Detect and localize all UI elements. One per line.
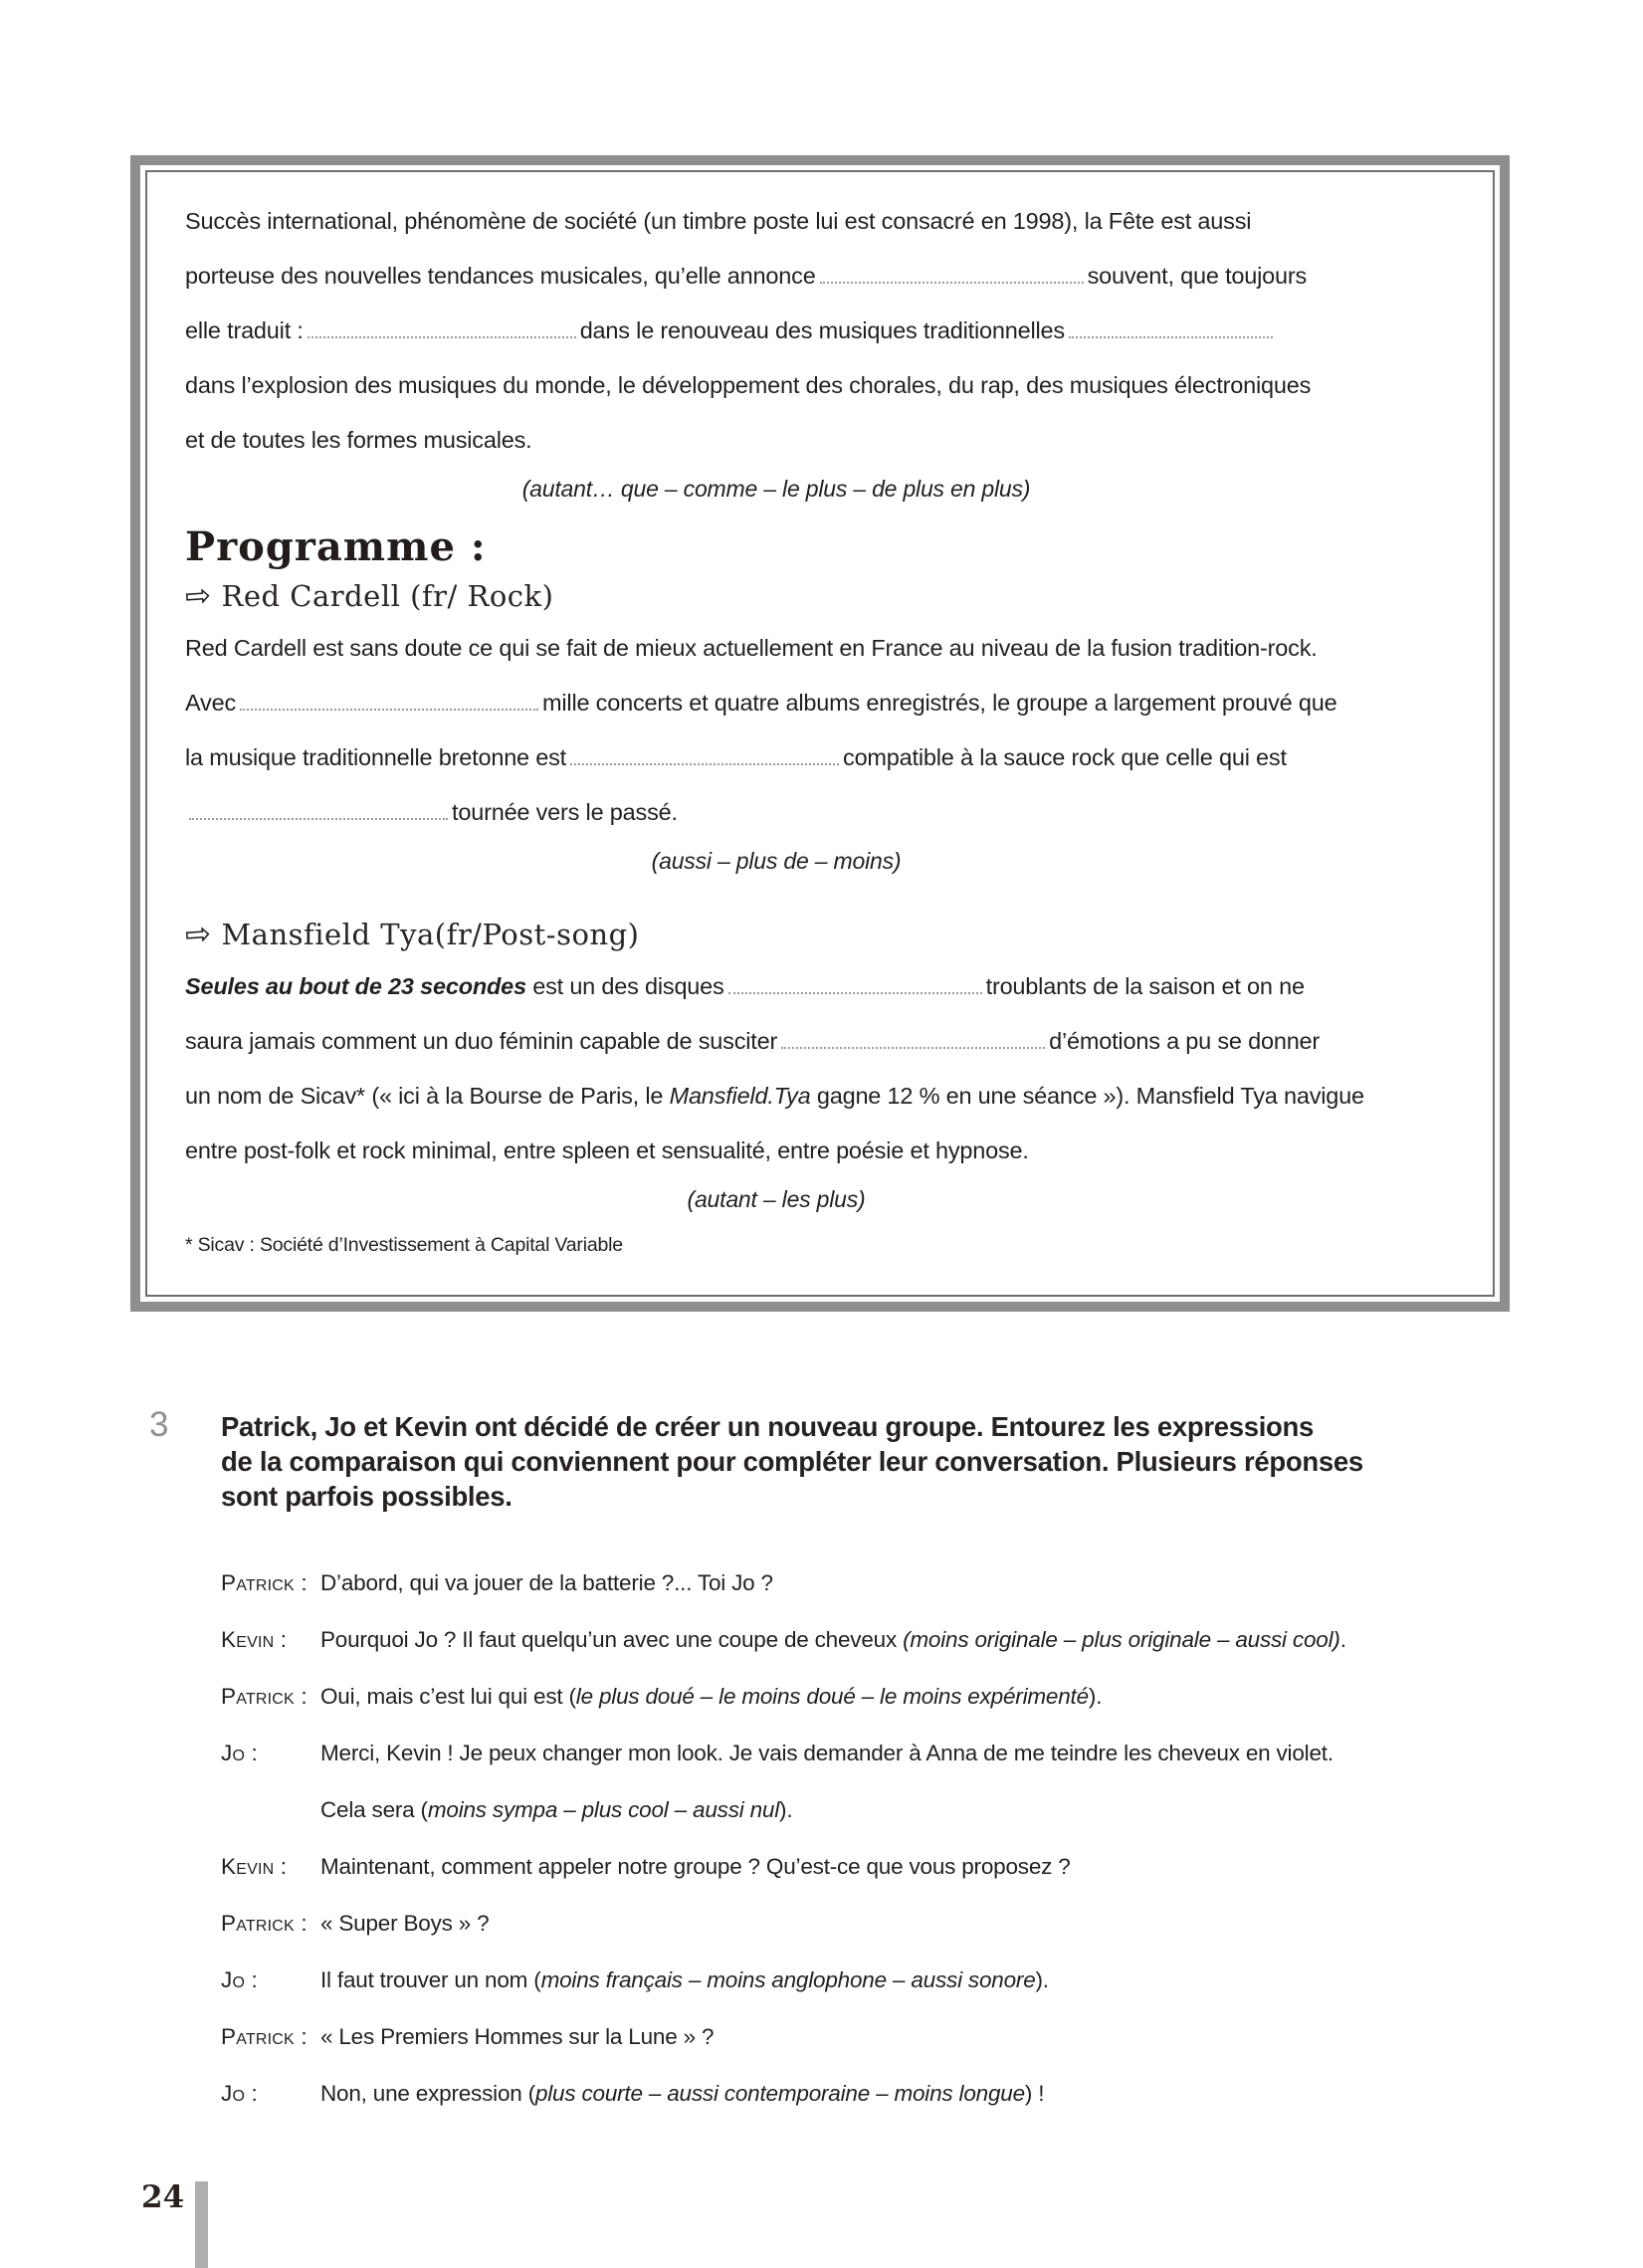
section-line bbox=[185, 1124, 1457, 1178]
instruction-line: sont parfois possibles. bbox=[221, 1481, 513, 1512]
dialogue-speaker: Patrick : bbox=[221, 1684, 308, 1709]
instruction-line: Patrick, Jo et Kevin ont décidé de créer un nouveau groupe. Entourez les expressions bbox=[221, 1411, 1315, 1442]
section-line bbox=[185, 1069, 1457, 1124]
footer-bar bbox=[195, 2181, 208, 2268]
intro-line bbox=[185, 413, 1457, 468]
dialogue-speaker: Patrick : bbox=[221, 2024, 308, 2049]
section-title bbox=[185, 571, 1457, 621]
section-title-text: Red Cardell (fr/ Rock) bbox=[221, 579, 554, 613]
text-segment: souvent, que toujours bbox=[1087, 263, 1308, 289]
exercise-instruction bbox=[221, 1409, 1515, 1514]
fill-in-blank bbox=[189, 804, 448, 820]
dialogue-speaker: Patrick : bbox=[221, 1911, 308, 1936]
worksheet-frame-inner bbox=[145, 170, 1495, 1297]
text-segment: moins sympa – plus cool – aussi nul bbox=[427, 1797, 780, 1822]
intro-line bbox=[185, 304, 1457, 358]
dialogue-utterance bbox=[320, 1952, 1049, 2008]
section-line bbox=[185, 621, 1457, 676]
dialogue-row bbox=[221, 1895, 1574, 1952]
text-segment: Il faut trouver un nom ( bbox=[320, 1967, 541, 1992]
text-segment: porteuse des nouvelles tendances musicales, qu’elle annonce bbox=[185, 263, 816, 289]
section-line bbox=[185, 959, 1457, 1014]
text-segment: ). bbox=[1035, 1967, 1049, 1992]
dialogue-row bbox=[221, 1952, 1574, 2008]
fill-in-blank bbox=[728, 978, 982, 994]
dialogue-utterance bbox=[320, 1838, 1071, 1895]
dialogue-row bbox=[221, 1725, 1574, 1781]
text-segment: un nom de Sicav* (« ici à la Bourse de Paris, le bbox=[185, 1083, 670, 1109]
text-segment: Non, une expression ( bbox=[320, 2081, 535, 2106]
section-line bbox=[185, 785, 1457, 840]
text-segment: Merci, Kevin ! Je peux changer mon look. Je vais demander à Anna de me teindre les cheveux en violet. bbox=[320, 1741, 1334, 1765]
text-segment: dans l’explosion des musiques du monde, le développement des chorales, du rap, des musiques électroniques bbox=[185, 372, 1312, 398]
text-segment: le plus doué – le moins doué – le moins expérimenté bbox=[575, 1684, 1089, 1709]
text-segment: ). bbox=[1088, 1684, 1103, 1709]
dialogue-row bbox=[221, 1554, 1574, 1611]
text-segment: « Les Premiers Hommes sur la Lune » ? bbox=[320, 2024, 715, 2049]
dialogue-utterance bbox=[320, 2065, 1044, 2122]
arrow-right-icon: ⇨ bbox=[183, 576, 213, 615]
intro-line bbox=[185, 358, 1457, 413]
dialogue-speaker: Kevin : bbox=[221, 1627, 288, 1652]
exercise-number: 3 bbox=[149, 1405, 169, 1444]
dialogue-utterance bbox=[320, 1725, 1334, 1781]
text-segment: saura jamais comment un duo féminin capable de susciter bbox=[185, 1028, 778, 1054]
text-segment: elle traduit : bbox=[185, 317, 304, 343]
dialogue-utterance bbox=[320, 2008, 714, 2065]
text-segment: Oui, mais c’est lui qui est ( bbox=[320, 1684, 576, 1709]
fill-in-blank bbox=[308, 322, 576, 338]
dialogue-utterance bbox=[320, 1668, 1102, 1725]
dialogue-utterance bbox=[320, 1554, 773, 1611]
text-segment: Seules au bout de 23 secondes bbox=[185, 973, 526, 999]
dialogue-block bbox=[221, 1554, 1574, 2122]
section-line bbox=[185, 1014, 1457, 1069]
section-title bbox=[185, 910, 1457, 959]
fill-in-blank bbox=[820, 268, 1084, 284]
dialogue-row bbox=[221, 1611, 1574, 1668]
dialogue-row bbox=[221, 2065, 1574, 2122]
page-number: 24 bbox=[141, 2179, 185, 2215]
text-segment: la musique traditionnelle bretonne est bbox=[185, 744, 567, 770]
dialogue-utterance bbox=[320, 1781, 792, 1838]
programme-sections bbox=[185, 571, 1457, 1220]
programme-section bbox=[185, 910, 1457, 1220]
text-segment: ) ! bbox=[1024, 2081, 1045, 2106]
section-line bbox=[185, 676, 1457, 730]
dialogue-row bbox=[221, 1838, 1574, 1895]
text-segment: et de toutes les formes musicales. bbox=[185, 427, 532, 453]
text-segment: « Super Boys » ? bbox=[320, 1911, 490, 1936]
intro-hint-choices: (autant… que – comme – le plus – de plus en plus) bbox=[521, 476, 1031, 502]
section-line bbox=[185, 730, 1457, 785]
fill-in-blank bbox=[240, 695, 538, 711]
dialogue-speaker: Jo : bbox=[221, 1741, 258, 1765]
dialogue-speaker: Patrick : bbox=[221, 1570, 308, 1595]
text-segment: gagne 12 % en une séance »). Mansfield Tya navigue bbox=[810, 1083, 1364, 1109]
intro-line bbox=[185, 194, 1457, 249]
fill-in-blank bbox=[570, 749, 839, 765]
text-segment: Pourquoi Jo ? Il faut quelqu’un avec une coupe de cheveux bbox=[320, 1627, 904, 1652]
intro-line bbox=[185, 249, 1457, 304]
dialogue-row bbox=[221, 2008, 1574, 2065]
programme-heading: Programme : bbox=[185, 523, 487, 570]
worksheet-frame bbox=[130, 155, 1510, 1312]
text-segment: Avec bbox=[185, 690, 237, 716]
section-title-text: Mansfield Tya(fr/Post-song) bbox=[221, 918, 640, 951]
arrow-right-icon: ⇨ bbox=[183, 915, 213, 953]
text-segment: entre post-folk et rock minimal, entre spleen et sensualité, entre poésie et hypnose. bbox=[185, 1137, 1029, 1163]
programme-section bbox=[185, 571, 1457, 882]
section-hint-choices: (aussi – plus de – moins) bbox=[651, 848, 902, 874]
instruction-line: de la comparaison qui conviennent pour compléter leur conversation. Plusieurs réponses bbox=[221, 1446, 1363, 1477]
dialogue-row bbox=[221, 1668, 1574, 1725]
text-segment: Cela sera ( bbox=[320, 1797, 428, 1822]
text-segment: plus courte – aussi contemporaine – moins longue bbox=[534, 2081, 1025, 2106]
fill-in-blank bbox=[1069, 322, 1273, 338]
dialogue-speaker: Jo : bbox=[221, 1967, 258, 1992]
fill-in-blank bbox=[781, 1033, 1045, 1049]
text-segment: Red Cardell est sans doute ce qui se fait de mieux actuellement en France au niveau de la fusion tradition-rock. bbox=[185, 635, 1318, 661]
text-segment: moins français – moins anglophone – aussi sonore bbox=[540, 1967, 1036, 1992]
text-segment: est un des disques bbox=[525, 973, 724, 999]
text-segment: troublants de la saison et on ne bbox=[985, 973, 1305, 999]
dialogue-speaker: Kevin : bbox=[221, 1854, 288, 1879]
text-segment: (moins originale – plus originale – aussi cool) bbox=[903, 1627, 1340, 1652]
dialogue-speaker bbox=[221, 1781, 320, 1838]
dialogue-utterance bbox=[320, 1611, 1346, 1668]
text-segment: ). bbox=[779, 1797, 793, 1822]
text-segment: D’abord, qui va jouer de la batterie ?... Toi Jo ? bbox=[320, 1570, 773, 1595]
intro-fill-in-paragraph bbox=[185, 194, 1457, 468]
dialogue-speaker: Jo : bbox=[221, 2081, 258, 2106]
text-segment: tournée vers le passé. bbox=[452, 799, 678, 825]
dialogue-utterance bbox=[320, 1895, 489, 1952]
text-segment: mille concerts et quatre albums enregistrés, le groupe a largement prouvé que bbox=[542, 690, 1337, 716]
dialogue-row bbox=[221, 1781, 1574, 1838]
section-hint-choices: (autant – les plus) bbox=[687, 1186, 866, 1212]
text-segment: dans le renouveau des musiques traditionnelles bbox=[579, 317, 1065, 343]
sicav-footnote: * Sicav : Société d’Investissement à Capital Variable bbox=[185, 1234, 623, 1256]
text-segment: Succès international, phénomène de société (un timbre poste lui est consacré en 1998), la Fête est aussi bbox=[185, 208, 1252, 234]
text-segment: compatible à la sauce rock que celle qui est bbox=[843, 744, 1287, 770]
text-segment: Maintenant, comment appeler notre groupe ? Qu’est-ce que vous proposez ? bbox=[320, 1854, 1071, 1879]
text-segment: Mansfield.Tya bbox=[669, 1083, 811, 1109]
text-segment: d’émotions a pu se donner bbox=[1049, 1028, 1321, 1054]
text-segment: . bbox=[1339, 1627, 1346, 1652]
